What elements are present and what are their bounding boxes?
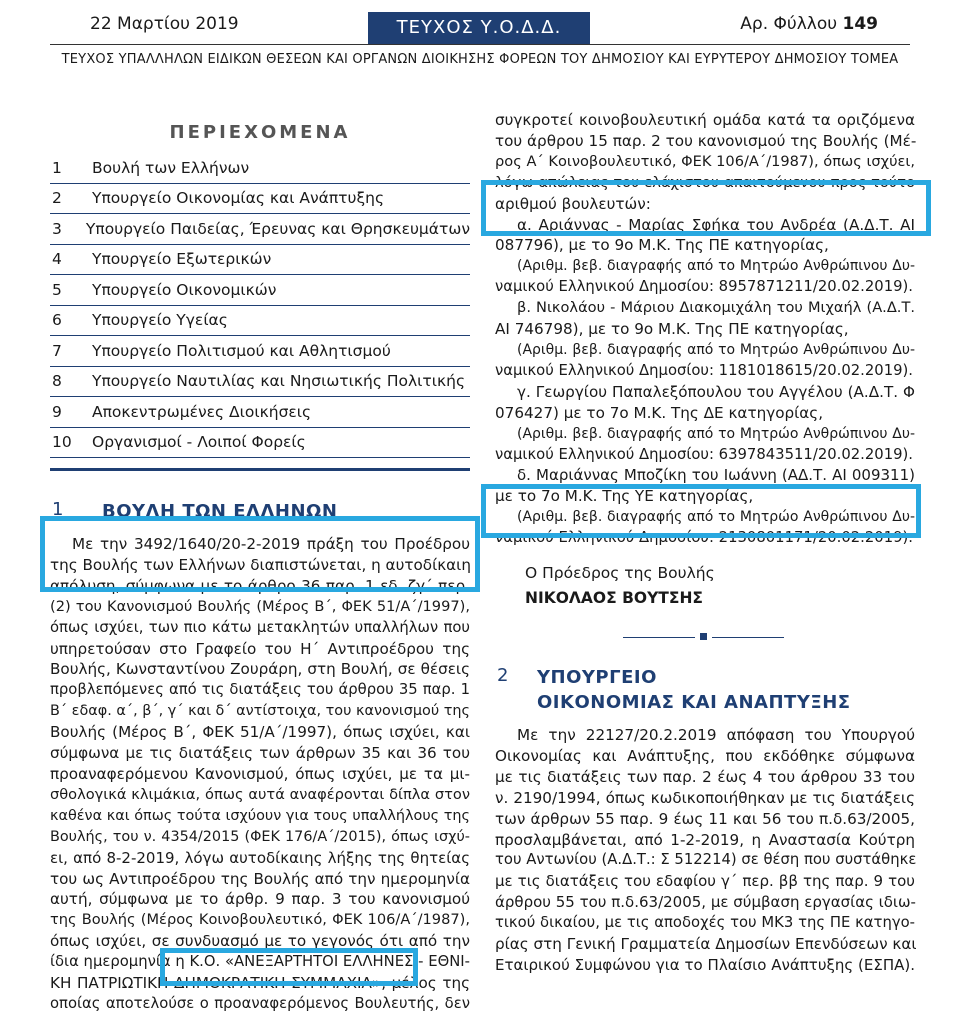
sheet-number [740,14,878,34]
text-line: ρίας στη Γενική Γραμματεία Δημοσίων Επενδύσεων και [495,935,917,954]
text-line: με τις διατάξεις του εδαφίου γ΄ περ. ββ της παρ. 9 του [495,872,915,891]
sheet-label: Αρ. Φύλλου [740,14,838,34]
toc-item-number: 1 [52,158,62,177]
text-line: σθολογικά κλιμάκια, όπως αυτά αναφέρονται δίπλα στον [50,785,470,803]
text-line: με το 7ο Μ.Κ. Της ΥΕ κατηγορίας, [495,487,754,506]
issue-badge: ΤΕΥΧΟΣ Υ.Ο.Δ.Δ. [368,12,590,44]
sheet-value: 149 [842,14,878,34]
toc-item-label: Υπουργείο Υγείας [92,311,228,330]
toc-item-label: Υπουργείο Εξωτερικών [92,250,272,269]
toc-item [50,397,470,428]
toc-item-label: Υπουργείο Οικονομίας και Ανάπτυξης [92,189,385,208]
divider-square-icon [700,633,707,640]
text-line: 087796), με το 9ο Μ.Κ. Της ΠΕ κατηγορίας, [495,236,829,255]
divider-line-left [623,637,695,638]
text-line: ΚΗ ΠΑΤΡΙΩΤΙΚΗ ΔΗΜΟΚΡΑΤΙΚΗ ΣΥΜΜΑΧΙΑ», μέλος της [50,974,470,993]
text-line: λόγω απώλειας του ελάχιστου απαιτούμενου προς τούτο [495,173,915,191]
issue-date: 22 Μαρτίου 2019 [90,14,239,34]
text-line: ν. 2190/1994, όπως κωδικοποιήθηκαν με τις διατάξεις [495,788,915,807]
text-line: Βουλής (Μέρος Β΄, ΦΕΚ 51/Α΄/1997), όπως ισχύει, και [50,723,470,742]
toc-item-number: 10 [52,433,72,452]
text-line: προσλαμβάνεται, από 1-2-2019, η Αναστασία Κούτρη [495,830,915,849]
text-line: β. Νικολάου - Μάριου Διακομιχάλη του Μιχαήλ (Α.Δ.Τ. [517,299,915,317]
toc-item-label: Αποκεντρωμένες Διοικήσεις [92,402,312,421]
section2-title-line1: ΥΠΟΥΡΓΕΙΟ [537,667,657,689]
section1-title: ΒΟΥΛΗ ΤΩΝ ΕΛΛΗΝΩΝ [102,501,338,522]
text-line: συγκροτεί κοινοβουλευτική ομάδα κατά τα οριζόμενα [495,111,915,129]
text-line: αριθμού βουλευτών: [495,194,651,213]
text-line: με τις διατάξεις των παρ. 2 έως 4 του άρθρου 33 του [495,767,915,786]
text-line: προβλεπόμενες από τις διατάξεις του άρθρου 35 παρ. 1 [50,681,470,699]
highlight-box-act [40,516,480,592]
text-line: ναμικού Ελληνικού Δημοσίου: 1181018615/20.02.2019). [495,361,914,379]
text-line: Βουλής, Κωνσταντίνου Ζουράρη, στη Βουλή, σε θέσεις [50,660,470,679]
text-line: Εταιρικού Συμφώνου για το Πλαίσιο Ανάπτυξης (ΕΣΠΑ). [495,956,915,974]
text-line: όπως ισχύει, των πιο κάτω μετακλητών υπαλλήλων που [50,618,470,636]
toc-item [50,367,470,398]
text-line: 076427) με το 7ο Μ.Κ. Της ΔΕ κατηγορίας, [495,403,824,422]
header-rule [50,44,910,45]
text-line: ναμικού Ελληνικού Δημοσίου: 8957871211/20.02.2019). [495,278,914,296]
text-line: οποίας αποτελούσε ο προαναφερόμενος Βουλευτής, δεν [50,994,470,1012]
section2-body [495,725,915,976]
toc-item [50,336,470,367]
text-line: α. Αριάννας - Μαρίας Σφήκα του Ανδρέα (Α.Δ.Τ. ΑΙ [517,215,915,234]
section2-title-line2: ΟΙΚΟΝΟΜΙΑΣ ΚΑΙ ΑΝΑΠΤΥΞΗΣ [537,692,851,714]
toc-title: ΠΕΡΙΕΧΟΜΕΝΑ [169,122,351,143]
toc-item-number: 6 [52,311,62,330]
section1-body [50,534,470,1015]
highlight-box-person-d [481,484,921,538]
section2-title [537,665,851,715]
toc-item-label: Υπουργείο Ναυτιλίας και Νησιωτικής Πολιτικής [92,372,466,391]
text-line: (Αριθμ. βεβ. διαγραφής από το Μητρώο Ανθρώπινου Δυ- [517,258,915,275]
toc-bottom-rule [50,468,470,471]
text-line: της Βουλής (Μέρος Κοινοβουλευτικό, ΦΕΚ 106/Α΄/1987), [50,911,470,929]
text-line: ρος Α΄ Κοινοβουλευτικό, ΦΕΚ 106/Α΄/1987), όπως ισχύει, [495,152,915,170]
text-line: του ως Αντιπροέδρου της Βουλής από την ημερομηνία [50,869,470,888]
signer-role: Ο Πρόεδρος της Βουλής [525,564,715,583]
text-line: ναμικού Ελληνικού Δημοσίου: 2130801171/20.02.2019). [495,529,914,547]
highlight-box-party [160,948,418,986]
text-line: Με την 22127/20.2.2019 απόφαση του Υπουργού [517,726,915,745]
section-divider [495,621,915,651]
toc-item [50,245,470,276]
toc-item [50,428,470,459]
section2-number: 2 [497,665,509,687]
toc-item-number: 3 [52,219,62,238]
toc-item-number: 4 [52,250,62,269]
toc-item-label: Υπουργείο Οικονομικών [92,280,277,299]
toc-item [50,153,470,184]
text-line: δ. Μαριάννας Μποζίκη του Ιωάννη (ΑΔ.Τ. ΑΙ 009311) [517,466,915,485]
divider-line-right [712,637,784,638]
text-line: ναμικού Ελληνικού Δημοσίου: 6397843511/20.02.2019). [495,445,914,463]
text-line: τικού δικαίου, με τις αποδοχές του ΜΚ3 της ΠΕ κατηγο- [495,914,915,932]
toc-item-number: 5 [52,280,62,299]
section2-heading [495,665,915,715]
toc-item-number: 9 [52,402,62,421]
text-line: ΑΙ 746798), με το 9ο Μ.Κ. Της ΠΕ κατηγορίας, [495,320,849,339]
text-line: όπως ισχύει, σε συνδυασμό με το γεγονός ότι από την [50,932,470,951]
section1-number: 1 [52,499,64,520]
toc-item-number: 7 [52,341,62,360]
text-line: Βουλής, του ν. 4354/2015 (ΦΕΚ 176/Α΄/2015), όπως ισχύ- [50,828,470,845]
signer-name: ΝΙΚΟΛΑΟΣ ΒΟΥΤΣΗΣ [525,589,704,608]
text-line: γ. Γεωργίου Παπαλεξόπουλου του Αγγέλου (Α.Δ.Τ. Φ [517,382,915,401]
text-line: (Αριθμ. βεβ. διαγραφής από το Μητρώο Ανθρώπινου Δυ- [517,509,915,526]
text-line: (Αριθμ. βεβ. διαγραφής από το Μητρώο Ανθρώπινου Δυ- [517,425,915,442]
toc-item-number: 8 [52,372,62,391]
text-line: του Αντωνίου (Α.Δ.Τ.: Σ 512214) σε θέση που συστάθηκε [495,851,917,869]
toc-item-label: Υπουργείο Παιδείας, Έρευνας και Θρησκευμάτων [85,219,470,238]
text-line: (Αριθμ. βεβ. διαγραφής από το Μητρώο Ανθρώπινου Δυ- [517,341,915,358]
text-line: υπηρετούσαν στο Γραφείο του Η΄ Αντιπροέδρου της [50,639,470,658]
text-line: (2) του Κανονισμού Βουλής (Μέρος Β΄, ΦΕΚ 51/Α΄/1997), [50,597,470,615]
text-line: της Βουλής των Ελλήνων διαπιστώνεται, η αυτοδίκαιη [50,555,471,574]
text-line: Οικονομίας και Ανάπτυξης, που εκδόθηκε σύμφωνα [495,746,915,765]
text-line: των άρθρων 55 παρ. 9 έως 11 και 56 του π.δ.63/2005, [495,809,915,828]
text-line: απόλυση, σύμφωνα με το άρθρο 36 παρ. 1 εδ. ζγ΄ περ. [50,576,470,595]
text-line: σύμφωνα με τις διατάξεις των άρθρων 35 και 36 του [50,744,470,763]
text-line: ει, από 8-2-2019, λόγω αυτοδίκαιης λήξης της θητείας [50,848,470,867]
toc-item-label: Βουλή των Ελλήνων [92,158,250,177]
toc-item [50,306,470,337]
text-line: άρθρου 55 του π.δ.63/2005, με σύμβαση εργασίας ιδιω- [495,893,916,912]
issue-subtitle: ΤΕΥΧΟΣ ΥΠΑΛΛΗΛΩΝ ΕΙΔΙΚΩΝ ΘΕΣΕΩΝ ΚΑΙ ΟΡΓΑΝΩΝ ΔΙΟΙΚΗΣΗΣ ΦΟΡΕΩΝ ΤΟΥ ΔΗΜΟΣΙΟΥ ΚΑΙ ΕΥΡΥΤΕΡΟΥ ΔΗΜΟΣΙΟΥ ΤΟΜΕΑ [61,52,899,67]
toc-list [50,153,470,458]
right-column [495,110,915,976]
toc-item [50,214,470,245]
text-line: Β΄ εδαφ. α΄, β΄, γ΄ και δ΄ αντίστοιχα, του κανονισμού της [50,703,470,720]
text-line: αυτή, σύμφωνα με το άρθρ. 9 παρ. 3 του κανονισμού [50,890,470,909]
text-line: καθένα και όπως τούτα ισχύουν για τους υπαλλήλους της [50,807,470,824]
toc-item-label: Οργανισμοί - Λοιποί Φορείς [92,433,306,452]
toc-item [50,184,470,215]
gazette-header [0,0,966,80]
text-line: ίδια ημερομηνία η Κ.Ο. «ΑΝΕΞΑΡΤΗΤΟΙ ΕΛΛΗΝΕΣ - ΕΘΝΙ- [50,953,470,971]
toc-item [50,275,470,306]
signature-block [525,561,915,611]
text-line: προαναφερόμενου Κανονισμού, όπως ισχύει, με τα μι- [50,764,470,783]
toc-item-number: 2 [52,189,62,208]
highlight-box-reason [481,180,931,236]
toc-item-label: Υπουργείο Πολιτισμού και Αθλητισμού [92,341,391,360]
text-line: του άρθρου 15 παρ. 2 του κανονισμού της Βουλής (Μέ- [495,131,917,150]
text-line: Με την 3492/1640/20-2-2019 πράξη του Προέδρου [72,535,470,553]
